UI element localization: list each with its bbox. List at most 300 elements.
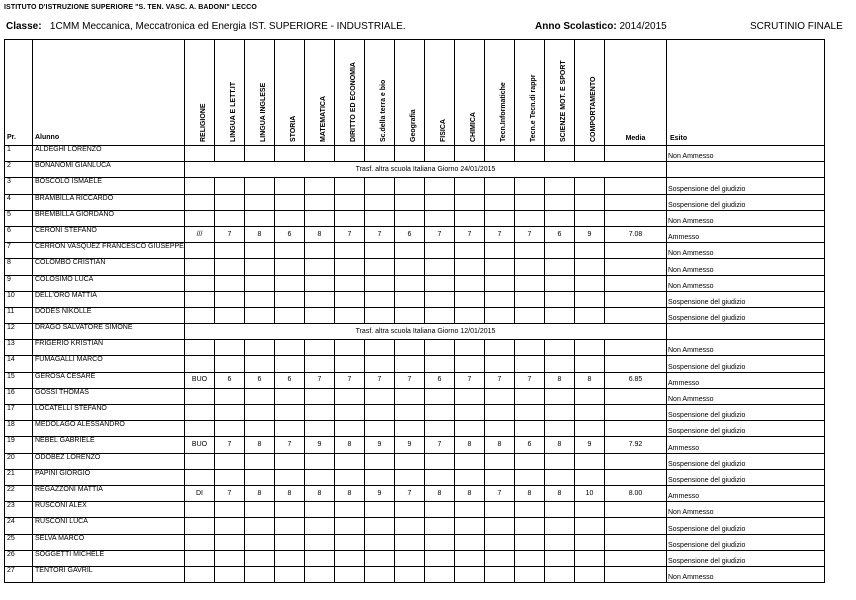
- grade-cell: [365, 307, 395, 323]
- grade-cell: [215, 518, 245, 534]
- grade-cell: 7: [305, 372, 335, 388]
- row-number: 22: [5, 485, 33, 501]
- grade-cell: [575, 243, 605, 259]
- grade-cell: [545, 534, 575, 550]
- grade-cell: 7: [515, 372, 545, 388]
- student-name: SOGGETTI MICHELE: [33, 550, 185, 566]
- student-name: MEDOLAGO ALESSANDRO: [33, 421, 185, 437]
- subject-label: CHIMICA: [469, 112, 477, 142]
- grade-cell: [425, 291, 455, 307]
- grade-cell: [245, 550, 275, 566]
- table-row: [5, 324, 825, 340]
- student-name: FUMAGALLI MARCO: [33, 356, 185, 372]
- grade-cell: 7: [215, 437, 245, 453]
- grade-cell: [485, 259, 515, 275]
- grade-cell: [335, 210, 365, 226]
- grade-cell: [275, 243, 305, 259]
- grade-cell: [455, 210, 485, 226]
- grade-cell: [395, 518, 425, 534]
- media-cell: [605, 178, 667, 194]
- grade-cell: 6: [275, 372, 305, 388]
- media-cell: [605, 146, 667, 162]
- grade-cell: [575, 307, 605, 323]
- media-cell: [605, 469, 667, 485]
- subject-label: MATEMATICA: [319, 95, 327, 142]
- grade-cell: [485, 405, 515, 421]
- student-name: ALDEGHI LORENZO: [33, 146, 185, 162]
- grade-cell: [305, 502, 335, 518]
- row-number: 23: [5, 502, 33, 518]
- grade-cell: [185, 210, 215, 226]
- grade-cell: 8: [275, 485, 305, 501]
- table-row: [5, 437, 825, 453]
- grade-cell: [305, 307, 335, 323]
- grade-cell: [305, 388, 335, 404]
- grade-cell: 7: [335, 226, 365, 242]
- media-cell: [605, 259, 667, 275]
- student-name: CERRON VASQUEZ FRANCESCO GIUSEPPE: [33, 243, 185, 259]
- grade-cell: [185, 421, 215, 437]
- grade-cell: [455, 421, 485, 437]
- grade-cell: [395, 534, 425, 550]
- grade-cell: [425, 243, 455, 259]
- student-name: GEROSA CESARE: [33, 372, 185, 388]
- table-row: [5, 243, 825, 259]
- table-row: [5, 178, 825, 194]
- table-body: [5, 146, 825, 583]
- grade-cell: [365, 469, 395, 485]
- grade-cell: [515, 518, 545, 534]
- grade-cell: 7: [365, 226, 395, 242]
- grade-cell: [575, 178, 605, 194]
- col-subject: [245, 40, 275, 146]
- grade-cell: [425, 469, 455, 485]
- col-esito: Esito: [667, 40, 825, 146]
- grade-cell: [545, 146, 575, 162]
- row-number: 19: [5, 437, 33, 453]
- grade-cell: [485, 243, 515, 259]
- media-cell: 8.00: [605, 485, 667, 501]
- grade-cell: [365, 453, 395, 469]
- esito-cell: Non Ammesso: [667, 146, 825, 162]
- grade-cell: [335, 550, 365, 566]
- grade-cell: 6: [515, 437, 545, 453]
- grade-cell: [545, 388, 575, 404]
- grade-cell: 9: [365, 437, 395, 453]
- grade-cell: [335, 291, 365, 307]
- esito-cell: Sospensione del giudizio: [667, 291, 825, 307]
- esito-cell: Sospensione del giudizio: [667, 469, 825, 485]
- grade-cell: [485, 146, 515, 162]
- grade-cell: [215, 178, 245, 194]
- row-number: 2: [5, 162, 33, 178]
- table-row: [5, 453, 825, 469]
- col-subject: [365, 40, 395, 146]
- institute-name: ISTITUTO D'ISTRUZIONE SUPERIORE "S. TEN. VASC. A. BADONI" LECCO: [4, 4, 257, 11]
- grade-cell: [305, 469, 335, 485]
- grade-cell: 9: [395, 437, 425, 453]
- grade-cell: [185, 291, 215, 307]
- class-value: 1CMM Meccanica, Meccatronica ed Energia IST. SUPERIORE - INDUSTRIALE.: [49, 21, 406, 32]
- grade-cell: [395, 146, 425, 162]
- grade-cell: [275, 340, 305, 356]
- grade-cell: [395, 307, 425, 323]
- grade-cell: [335, 307, 365, 323]
- class-label: Classe:: [6, 21, 42, 32]
- col-subject: [425, 40, 455, 146]
- grade-cell: [215, 502, 245, 518]
- grade-cell: [545, 453, 575, 469]
- grade-cell: 6: [245, 372, 275, 388]
- grade-cell: [575, 453, 605, 469]
- grade-cell: [455, 469, 485, 485]
- grade-cell: [185, 502, 215, 518]
- grade-cell: [275, 146, 305, 162]
- grade-cell: [425, 550, 455, 566]
- class-info: [6, 21, 406, 32]
- grade-cell: [335, 178, 365, 194]
- grade-cell: [575, 275, 605, 291]
- student-name: RUSCONI LUCA: [33, 518, 185, 534]
- grade-cell: [305, 534, 335, 550]
- grade-cell: 8: [305, 226, 335, 242]
- table-row: [5, 340, 825, 356]
- grade-cell: 7: [485, 372, 515, 388]
- subject-label: DIRITTO ED ECONOMIA: [349, 62, 357, 142]
- col-subject: [515, 40, 545, 146]
- grade-cell: [575, 502, 605, 518]
- subject-label: Tecn.e Tecn.di rappr: [529, 74, 537, 142]
- grade-cell: [545, 243, 575, 259]
- grade-cell: [455, 340, 485, 356]
- grade-cell: [575, 259, 605, 275]
- grade-cell: [395, 259, 425, 275]
- grade-cell: [485, 469, 515, 485]
- grade-cell: [485, 275, 515, 291]
- grade-cell: [485, 534, 515, 550]
- subject-label: Geografia: [409, 109, 417, 142]
- grade-cell: [395, 243, 425, 259]
- esito-cell: Non Ammesso: [667, 210, 825, 226]
- subject-label: LINGUA INGLESE: [259, 82, 267, 142]
- table-row: [5, 275, 825, 291]
- grade-cell: [395, 275, 425, 291]
- grade-cell: [275, 291, 305, 307]
- esito-cell: Non Ammesso: [667, 566, 825, 582]
- media-cell: [605, 421, 667, 437]
- grade-cell: [455, 275, 485, 291]
- grade-cell: [515, 243, 545, 259]
- grade-cell: [365, 534, 395, 550]
- grade-cell: [395, 469, 425, 485]
- grade-cell: [185, 534, 215, 550]
- grade-cell: [515, 194, 545, 210]
- grade-cell: [365, 550, 395, 566]
- grade-cell: [365, 518, 395, 534]
- grade-cell: [245, 194, 275, 210]
- grade-cell: [545, 518, 575, 534]
- row-number: 17: [5, 405, 33, 421]
- grade-cell: [485, 356, 515, 372]
- grade-cell: [215, 388, 245, 404]
- grade-cell: [575, 405, 605, 421]
- grade-cell: [245, 210, 275, 226]
- grade-cell: 7: [215, 485, 245, 501]
- student-name: SELVA MARCO: [33, 534, 185, 550]
- grade-cell: [365, 502, 395, 518]
- media-cell: [605, 453, 667, 469]
- grade-cell: [455, 291, 485, 307]
- student-name: ODOBEZ LORENZO: [33, 453, 185, 469]
- grade-cell: [335, 534, 365, 550]
- media-cell: [605, 291, 667, 307]
- grade-cell: 8: [425, 485, 455, 501]
- grade-cell: 7: [335, 372, 365, 388]
- grade-cell: 6: [425, 372, 455, 388]
- grade-cell: [575, 566, 605, 582]
- grade-cell: 7: [515, 226, 545, 242]
- grade-cell: [395, 405, 425, 421]
- grade-cell: 7: [395, 372, 425, 388]
- grade-cell: [455, 534, 485, 550]
- grade-cell: [455, 194, 485, 210]
- grade-cell: [275, 275, 305, 291]
- grade-cell: 9: [575, 437, 605, 453]
- transfer-note: Trasf. altra scuola Italiana Giorno 12/01/2015: [185, 324, 667, 340]
- grade-cell: [275, 534, 305, 550]
- grade-cell: [575, 356, 605, 372]
- grade-cell: 10: [575, 485, 605, 501]
- grade-cell: [425, 259, 455, 275]
- grade-cell: [305, 210, 335, 226]
- grade-cell: [245, 453, 275, 469]
- media-cell: [605, 550, 667, 566]
- grade-cell: [275, 356, 305, 372]
- grade-cell: [215, 453, 245, 469]
- grade-cell: [515, 340, 545, 356]
- grade-cell: [245, 502, 275, 518]
- media-cell: [605, 566, 667, 582]
- col-subject: [185, 40, 215, 146]
- grade-cell: [185, 550, 215, 566]
- grade-cell: [305, 194, 335, 210]
- row-number: 3: [5, 178, 33, 194]
- subject-label: Tecn.Informatiche: [499, 82, 507, 142]
- grade-cell: [245, 291, 275, 307]
- media-cell: [605, 243, 667, 259]
- table-row: [5, 307, 825, 323]
- grade-cell: [245, 259, 275, 275]
- grade-cell: 7: [395, 485, 425, 501]
- row-number: 6: [5, 226, 33, 242]
- grade-cell: [425, 340, 455, 356]
- table-row: [5, 210, 825, 226]
- grade-cell: [185, 275, 215, 291]
- grade-cell: [365, 243, 395, 259]
- table-row: [5, 162, 825, 178]
- grade-cell: [185, 469, 215, 485]
- row-number: 12: [5, 324, 33, 340]
- grade-cell: [245, 243, 275, 259]
- table-row: [5, 146, 825, 162]
- student-name: LOCATELLI STEFANO: [33, 405, 185, 421]
- col-media: Media: [605, 40, 667, 146]
- student-name: FRIGERIO KRISTIAN: [33, 340, 185, 356]
- grade-cell: [395, 178, 425, 194]
- student-name: BONANOMI GIANLUCA: [33, 162, 185, 178]
- grade-cell: [365, 146, 395, 162]
- grade-cell: [455, 356, 485, 372]
- col-subject: [305, 40, 335, 146]
- grade-cell: [335, 243, 365, 259]
- grade-cell: 8: [515, 485, 545, 501]
- grade-cell: [485, 291, 515, 307]
- grade-cell: [365, 405, 395, 421]
- student-name: BRAMBILLA RICCARDO: [33, 194, 185, 210]
- grade-cell: [275, 178, 305, 194]
- subject-label: SCIENZE MOT. E SPORT: [559, 60, 567, 142]
- grade-cell: 7: [455, 372, 485, 388]
- grade-cell: [275, 453, 305, 469]
- grade-cell: 9: [305, 437, 335, 453]
- grade-cell: 8: [335, 437, 365, 453]
- grade-cell: [365, 421, 395, 437]
- row-number: 14: [5, 356, 33, 372]
- subject-label: STORIA: [289, 115, 297, 142]
- table-row: [5, 226, 825, 242]
- grade-cell: [575, 550, 605, 566]
- grade-cell: [245, 534, 275, 550]
- col-subject: [395, 40, 425, 146]
- grade-cell: [245, 146, 275, 162]
- grade-cell: [335, 405, 365, 421]
- grade-cell: [395, 421, 425, 437]
- esito-cell: Non Ammesso: [667, 243, 825, 259]
- grade-cell: [335, 502, 365, 518]
- grade-cell: [275, 388, 305, 404]
- grade-cell: [485, 502, 515, 518]
- grade-cell: [335, 259, 365, 275]
- subject-label: Sc.della terra e bio: [379, 79, 387, 142]
- grade-cell: [515, 550, 545, 566]
- grade-cell: [275, 405, 305, 421]
- grade-cell: [425, 388, 455, 404]
- esito-cell: [667, 324, 825, 340]
- grade-cell: [515, 388, 545, 404]
- grade-cell: [575, 469, 605, 485]
- esito-cell: Sospensione del giudizio: [667, 194, 825, 210]
- row-number: 11: [5, 307, 33, 323]
- scrutinio-title: SCRUTINIO FINALE: [750, 21, 843, 32]
- grade-cell: [545, 291, 575, 307]
- row-number: 9: [5, 275, 33, 291]
- student-name: CERONI STEFANO: [33, 226, 185, 242]
- esito-cell: Non Ammesso: [667, 340, 825, 356]
- grade-cell: [335, 566, 365, 582]
- grade-cell: [455, 453, 485, 469]
- grade-cell: [455, 502, 485, 518]
- grade-cell: [365, 340, 395, 356]
- grade-cell: [395, 502, 425, 518]
- grade-cell: [365, 275, 395, 291]
- grade-cell: [215, 356, 245, 372]
- table-row: [5, 534, 825, 550]
- grade-cell: [365, 356, 395, 372]
- row-number: 5: [5, 210, 33, 226]
- grade-cell: [575, 146, 605, 162]
- esito-cell: Non Ammesso: [667, 502, 825, 518]
- table-row: [5, 566, 825, 582]
- col-subject: [485, 40, 515, 146]
- grade-cell: [245, 340, 275, 356]
- table-row: [5, 502, 825, 518]
- student-name: GOSSI THOMAS: [33, 388, 185, 404]
- grade-cell: [275, 469, 305, 485]
- grade-cell: [395, 388, 425, 404]
- grade-cell: [545, 275, 575, 291]
- grade-cell: 8: [245, 226, 275, 242]
- grade-cell: [215, 194, 245, 210]
- table-row: [5, 469, 825, 485]
- grade-cell: [245, 566, 275, 582]
- grade-cell: [545, 469, 575, 485]
- grade-cell: ///: [185, 226, 215, 242]
- grade-cell: [425, 566, 455, 582]
- grade-cell: [425, 307, 455, 323]
- student-name: COLOSIMO LUCA: [33, 275, 185, 291]
- grade-cell: [365, 194, 395, 210]
- table-row: [5, 356, 825, 372]
- table-row: [5, 485, 825, 501]
- grade-cell: [215, 243, 245, 259]
- student-name: DRAGO SALVATORE SIMONE: [33, 324, 185, 340]
- grade-cell: [305, 566, 335, 582]
- grade-cell: [365, 566, 395, 582]
- grade-cell: [335, 146, 365, 162]
- grade-cell: 8: [245, 437, 275, 453]
- grade-cell: 8: [485, 437, 515, 453]
- grade-cell: [485, 421, 515, 437]
- esito-cell: Ammesso: [667, 372, 825, 388]
- grade-cell: [575, 194, 605, 210]
- grade-cell: [335, 388, 365, 404]
- grade-cell: [335, 518, 365, 534]
- grade-cell: [425, 453, 455, 469]
- row-number: 16: [5, 388, 33, 404]
- grade-cell: [425, 275, 455, 291]
- grade-cell: [575, 210, 605, 226]
- media-cell: [605, 356, 667, 372]
- media-cell: [605, 518, 667, 534]
- grade-cell: [185, 243, 215, 259]
- grade-cell: 7: [425, 437, 455, 453]
- grade-cell: [515, 469, 545, 485]
- grade-cell: [365, 210, 395, 226]
- grade-cell: [185, 566, 215, 582]
- grade-cell: 7: [365, 372, 395, 388]
- grade-cell: [185, 259, 215, 275]
- media-cell: [605, 534, 667, 550]
- grade-cell: [425, 356, 455, 372]
- grade-cell: [575, 518, 605, 534]
- grade-cell: [245, 356, 275, 372]
- col-alunno: Alunno: [33, 40, 185, 146]
- esito-cell: Sospensione del giudizio: [667, 534, 825, 550]
- grade-cell: 8: [455, 485, 485, 501]
- grade-cell: [545, 307, 575, 323]
- student-name: BREMBILLA GIORDANO: [33, 210, 185, 226]
- row-number: 18: [5, 421, 33, 437]
